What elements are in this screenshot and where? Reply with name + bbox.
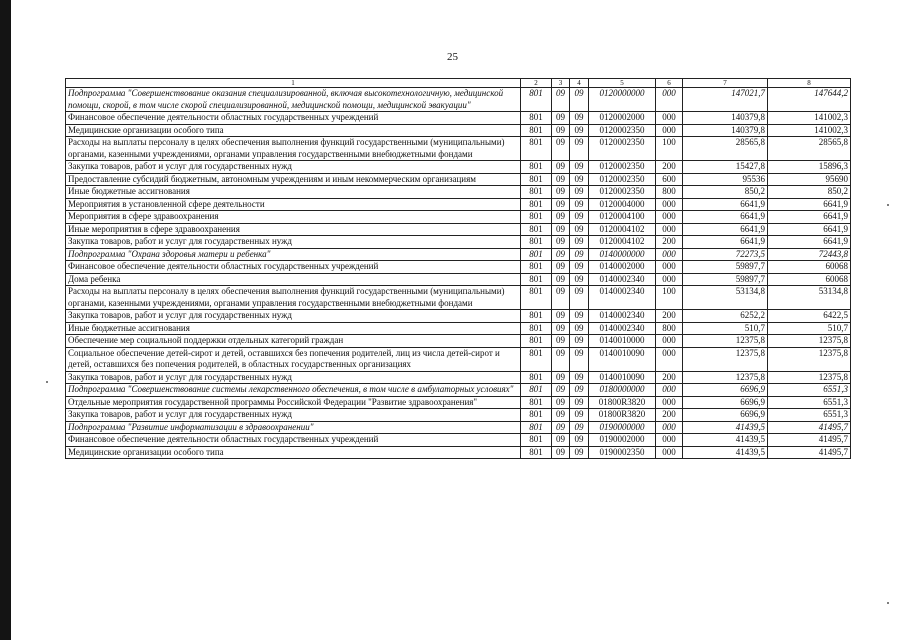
amount-1: 850,2 <box>683 186 768 199</box>
code-vr: 000 <box>656 223 683 236</box>
code-csr: 0140000000 <box>589 248 656 261</box>
amount-1: 6252,2 <box>683 310 768 323</box>
item-name: Подпрограмма "Совершенствование системы лекарственного обеспечения, в том числе в амбулаторных условиях" <box>66 384 521 397</box>
budget-table <box>65 78 851 459</box>
table-row <box>66 310 851 323</box>
code-pr: 09 <box>570 371 589 384</box>
header-cell: 6 <box>656 79 683 88</box>
item-name: Закупка товаров, работ и услуг для государственных нужд <box>66 371 521 384</box>
table-row <box>66 335 851 348</box>
amount-2: 147644,2 <box>768 88 851 112</box>
amount-1: 12375,8 <box>683 371 768 384</box>
code-gr: 801 <box>521 371 552 384</box>
item-name: Закупка товаров, работ и услуг для государственных нужд <box>66 409 521 422</box>
code-csr: 01800R3820 <box>589 409 656 422</box>
amount-2: 60068 <box>768 273 851 286</box>
code-pr: 09 <box>570 248 589 261</box>
code-gr: 801 <box>521 236 552 249</box>
item-name: Предоставление субсидий бюджетным, автономным учреждениям и иным некоммерческим организациям <box>66 173 521 186</box>
code-vr: 000 <box>656 261 683 274</box>
item-name: Обеспечение мер социальной поддержки отдельных категорий граждан <box>66 335 521 348</box>
code-rz: 09 <box>552 124 570 137</box>
amount-2: 141002,3 <box>768 124 851 137</box>
amount-1: 6696,9 <box>683 409 768 422</box>
code-rz: 09 <box>552 137 570 161</box>
code-pr: 09 <box>570 322 589 335</box>
item-name: Закупка товаров, работ и услуг для государственных нужд <box>66 161 521 174</box>
amount-2: 53134,8 <box>768 286 851 310</box>
amount-1: 6641,9 <box>683 223 768 236</box>
amount-1: 510,7 <box>683 322 768 335</box>
code-gr: 801 <box>521 446 552 459</box>
table-row <box>66 273 851 286</box>
amount-2: 28565,8 <box>768 137 851 161</box>
table-row <box>66 409 851 422</box>
table-row <box>66 396 851 409</box>
code-pr: 09 <box>570 421 589 434</box>
amount-2: 6641,9 <box>768 236 851 249</box>
item-name: Подпрограмма "Охрана здоровья матери и ребенка" <box>66 248 521 261</box>
code-csr: 0120002350 <box>589 124 656 137</box>
table-row <box>66 186 851 199</box>
code-pr: 09 <box>570 273 589 286</box>
amount-2: 41495,7 <box>768 421 851 434</box>
amount-1: 6641,9 <box>683 198 768 211</box>
code-gr: 801 <box>521 322 552 335</box>
item-name: Расходы на выплаты персоналу в целях обеспечения выполнения функций государственными (муниципальными) органами, казенными учреждениями, органами управления государственными внебюджетными фондами <box>66 286 521 310</box>
table-row <box>66 161 851 174</box>
code-pr: 09 <box>570 124 589 137</box>
code-csr: 0190002350 <box>589 446 656 459</box>
code-gr: 801 <box>521 286 552 310</box>
header-cell: 8 <box>768 79 851 88</box>
amount-2: 41495,7 <box>768 434 851 447</box>
code-gr: 801 <box>521 124 552 137</box>
code-vr: 000 <box>656 434 683 447</box>
amount-1: 6696,9 <box>683 384 768 397</box>
code-rz: 09 <box>552 286 570 310</box>
code-rz: 09 <box>552 161 570 174</box>
amount-1: 12375,8 <box>683 347 768 371</box>
code-rz: 09 <box>552 396 570 409</box>
amount-2: 6641,9 <box>768 198 851 211</box>
code-csr: 0140010090 <box>589 371 656 384</box>
table-row <box>66 347 851 371</box>
scan-speck <box>887 602 889 604</box>
table-row <box>66 173 851 186</box>
code-gr: 801 <box>521 409 552 422</box>
code-vr: 200 <box>656 310 683 323</box>
code-csr: 0120004102 <box>589 223 656 236</box>
code-vr: 000 <box>656 335 683 348</box>
code-gr: 801 <box>521 421 552 434</box>
item-name: Иные бюджетные ассигнования <box>66 322 521 335</box>
code-vr: 000 <box>656 124 683 137</box>
table-row <box>66 248 851 261</box>
code-pr: 09 <box>570 198 589 211</box>
amount-1: 6641,9 <box>683 211 768 224</box>
amount-1: 140379,8 <box>683 112 768 125</box>
code-gr: 801 <box>521 173 552 186</box>
code-pr: 09 <box>570 211 589 224</box>
amount-2: 95690 <box>768 173 851 186</box>
code-rz: 09 <box>552 421 570 434</box>
amount-1: 28565,8 <box>683 137 768 161</box>
code-pr: 09 <box>570 88 589 112</box>
amount-2: 72443,8 <box>768 248 851 261</box>
item-name: Финансовое обеспечение деятельности областных государственных учреждений <box>66 434 521 447</box>
header-row <box>66 79 851 88</box>
code-gr: 801 <box>521 347 552 371</box>
code-csr: 0180000000 <box>589 384 656 397</box>
table-row <box>66 124 851 137</box>
code-csr: 0120004000 <box>589 198 656 211</box>
code-pr: 09 <box>570 446 589 459</box>
item-name: Закупка товаров, работ и услуг для государственных нужд <box>66 236 521 249</box>
amount-2: 6551,3 <box>768 384 851 397</box>
code-pr: 09 <box>570 384 589 397</box>
code-vr: 000 <box>656 273 683 286</box>
code-gr: 801 <box>521 186 552 199</box>
item-name: Расходы на выплаты персоналу в целях обеспечения выполнения функций государственными (муниципальными) органами, казенными учреждениями, органами управления государственными внебюджетными фондами <box>66 137 521 161</box>
item-name: Подпрограмма "Совершенствование оказания специализированной, включая высокотехнологичную, медицинской помощи, скорой, в том числе скорой специализированной, медицинской помощи, медицинской эвакуации" <box>66 88 521 112</box>
amount-2: 6551,3 <box>768 409 851 422</box>
code-rz: 09 <box>552 322 570 335</box>
code-gr: 801 <box>521 396 552 409</box>
code-vr: 800 <box>656 186 683 199</box>
scan-speck <box>887 204 889 206</box>
item-name: Медицинские организации особого типа <box>66 124 521 137</box>
code-rz: 09 <box>552 88 570 112</box>
header-cell: 3 <box>552 79 570 88</box>
code-gr: 801 <box>521 335 552 348</box>
amount-1: 59897,7 <box>683 261 768 274</box>
code-gr: 801 <box>521 384 552 397</box>
code-pr: 09 <box>570 335 589 348</box>
amount-1: 6696,9 <box>683 396 768 409</box>
code-rz: 09 <box>552 347 570 371</box>
code-csr: 0140002340 <box>589 322 656 335</box>
table-row <box>66 286 851 310</box>
table-row <box>66 211 851 224</box>
code-rz: 09 <box>552 173 570 186</box>
code-rz: 09 <box>552 248 570 261</box>
code-pr: 09 <box>570 223 589 236</box>
code-rz: 09 <box>552 446 570 459</box>
code-vr: 000 <box>656 421 683 434</box>
item-name: Иные мероприятия в сфере здравоохранения <box>66 223 521 236</box>
code-vr: 100 <box>656 286 683 310</box>
code-csr: 0140010000 <box>589 335 656 348</box>
code-pr: 09 <box>570 396 589 409</box>
table-row <box>66 137 851 161</box>
code-vr: 200 <box>656 371 683 384</box>
amount-2: 141002,3 <box>768 112 851 125</box>
code-pr: 09 <box>570 261 589 274</box>
code-gr: 801 <box>521 223 552 236</box>
code-pr: 09 <box>570 161 589 174</box>
amount-1: 15427,8 <box>683 161 768 174</box>
code-csr: 0120000000 <box>589 88 656 112</box>
code-vr: 000 <box>656 88 683 112</box>
amount-2: 15896,3 <box>768 161 851 174</box>
table-row <box>66 88 851 112</box>
item-name: Финансовое обеспечение деятельности областных государственных учреждений <box>66 112 521 125</box>
amount-2: 6641,9 <box>768 223 851 236</box>
code-rz: 09 <box>552 310 570 323</box>
item-name: Дома ребенка <box>66 273 521 286</box>
code-gr: 801 <box>521 198 552 211</box>
code-pr: 09 <box>570 310 589 323</box>
code-csr: 0120004100 <box>589 211 656 224</box>
header-cell: 5 <box>589 79 656 88</box>
code-gr: 801 <box>521 248 552 261</box>
code-csr: 0120002350 <box>589 173 656 186</box>
amount-1: 53134,8 <box>683 286 768 310</box>
code-vr: 000 <box>656 396 683 409</box>
code-vr: 000 <box>656 446 683 459</box>
amount-1: 72273,5 <box>683 248 768 261</box>
code-csr: 0120002350 <box>589 186 656 199</box>
amount-2: 510,7 <box>768 322 851 335</box>
code-vr: 000 <box>656 347 683 371</box>
amount-2: 850,2 <box>768 186 851 199</box>
amount-2: 12375,8 <box>768 335 851 348</box>
amount-1: 147021,7 <box>683 88 768 112</box>
code-rz: 09 <box>552 273 570 286</box>
code-vr: 200 <box>656 409 683 422</box>
code-vr: 600 <box>656 173 683 186</box>
code-csr: 0140002340 <box>589 310 656 323</box>
code-csr: 0120004102 <box>589 236 656 249</box>
code-csr: 0190002000 <box>589 434 656 447</box>
code-vr: 000 <box>656 248 683 261</box>
code-pr: 09 <box>570 112 589 125</box>
code-rz: 09 <box>552 236 570 249</box>
item-name: Мероприятия в установленной сфере деятельности <box>66 198 521 211</box>
item-name: Социальное обеспечение детей-сирот и детей, оставшихся без попечения родителей, лиц из числа детей-сирот и детей, оставшихся без попечения родителей, в областных государственных организациях <box>66 347 521 371</box>
item-name: Подпрограмма "Развитие информатизации в здравоохранении" <box>66 421 521 434</box>
code-vr: 000 <box>656 198 683 211</box>
code-csr: 0140010090 <box>589 347 656 371</box>
table-row <box>66 446 851 459</box>
code-pr: 09 <box>570 286 589 310</box>
table-row <box>66 322 851 335</box>
code-gr: 801 <box>521 161 552 174</box>
code-pr: 09 <box>570 434 589 447</box>
amount-2: 60068 <box>768 261 851 274</box>
amount-2: 6641,9 <box>768 211 851 224</box>
code-pr: 09 <box>570 236 589 249</box>
code-pr: 09 <box>570 137 589 161</box>
code-gr: 801 <box>521 273 552 286</box>
code-vr: 800 <box>656 322 683 335</box>
item-name: Мероприятия в сфере здравоохранения <box>66 211 521 224</box>
amount-2: 41495,7 <box>768 446 851 459</box>
code-gr: 801 <box>521 434 552 447</box>
table-row <box>66 223 851 236</box>
item-name: Медицинские организации особого типа <box>66 446 521 459</box>
code-csr: 01800R3820 <box>589 396 656 409</box>
table-row <box>66 371 851 384</box>
code-csr: 0120002350 <box>589 137 656 161</box>
code-rz: 09 <box>552 384 570 397</box>
code-rz: 09 <box>552 112 570 125</box>
code-gr: 801 <box>521 211 552 224</box>
code-pr: 09 <box>570 186 589 199</box>
code-pr: 09 <box>570 347 589 371</box>
code-gr: 801 <box>521 261 552 274</box>
code-rz: 09 <box>552 371 570 384</box>
code-rz: 09 <box>552 186 570 199</box>
table-row <box>66 421 851 434</box>
code-csr: 0140002000 <box>589 261 656 274</box>
code-gr: 801 <box>521 112 552 125</box>
amount-2: 6551,3 <box>768 396 851 409</box>
amount-2: 12375,8 <box>768 371 851 384</box>
code-rz: 09 <box>552 409 570 422</box>
code-pr: 09 <box>570 173 589 186</box>
table-row <box>66 112 851 125</box>
code-csr: 0140002340 <box>589 286 656 310</box>
code-vr: 000 <box>656 112 683 125</box>
code-vr: 000 <box>656 384 683 397</box>
amount-1: 12375,8 <box>683 335 768 348</box>
header-cell: 1 <box>66 79 521 88</box>
item-name: Иные бюджетные ассигнования <box>66 186 521 199</box>
code-csr: 0120002350 <box>589 161 656 174</box>
table-row <box>66 434 851 447</box>
code-pr: 09 <box>570 409 589 422</box>
header-cell: 7 <box>683 79 768 88</box>
code-vr: 200 <box>656 236 683 249</box>
item-name: Закупка товаров, работ и услуг для государственных нужд <box>66 310 521 323</box>
code-rz: 09 <box>552 335 570 348</box>
code-rz: 09 <box>552 261 570 274</box>
item-name: Финансовое обеспечение деятельности областных государственных учреждений <box>66 261 521 274</box>
item-name: Отдельные мероприятия государственной программы Российской Федерации "Развитие здравоохранения" <box>66 396 521 409</box>
code-gr: 801 <box>521 88 552 112</box>
amount-1: 59897,7 <box>683 273 768 286</box>
code-csr: 0140002340 <box>589 273 656 286</box>
scan-speck <box>46 381 48 383</box>
code-rz: 09 <box>552 434 570 447</box>
code-rz: 09 <box>552 211 570 224</box>
code-csr: 0120002000 <box>589 112 656 125</box>
amount-1: 41439,5 <box>683 434 768 447</box>
amount-1: 140379,8 <box>683 124 768 137</box>
table-row <box>66 236 851 249</box>
amount-2: 6422,5 <box>768 310 851 323</box>
header-cell: 4 <box>570 79 589 88</box>
table-row <box>66 198 851 211</box>
amount-1: 6641,9 <box>683 236 768 249</box>
table-row <box>66 261 851 274</box>
binding-strip <box>0 0 11 640</box>
code-gr: 801 <box>521 137 552 161</box>
amount-1: 41439,5 <box>683 446 768 459</box>
code-vr: 000 <box>656 211 683 224</box>
code-rz: 09 <box>552 198 570 211</box>
amount-1: 41439,5 <box>683 421 768 434</box>
code-vr: 100 <box>656 137 683 161</box>
code-rz: 09 <box>552 223 570 236</box>
code-gr: 801 <box>521 310 552 323</box>
table-row <box>66 384 851 397</box>
header-cell: 2 <box>521 79 552 88</box>
amount-2: 12375,8 <box>768 347 851 371</box>
code-vr: 200 <box>656 161 683 174</box>
code-csr: 0190000000 <box>589 421 656 434</box>
page-number: 25 <box>447 51 458 63</box>
amount-1: 95536 <box>683 173 768 186</box>
